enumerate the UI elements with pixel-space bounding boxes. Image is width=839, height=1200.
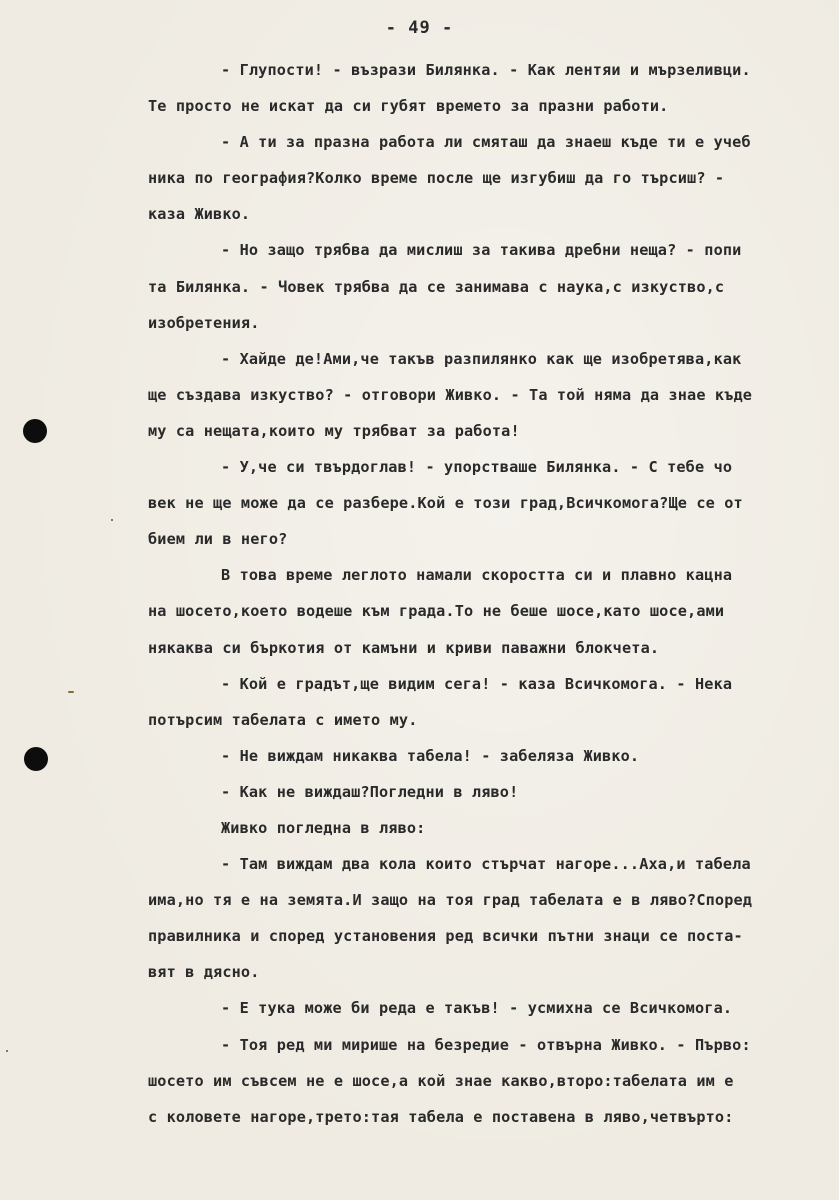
text-line: на шосето,което водеше към града.То не беше шосе,като шосе,ами (148, 602, 725, 621)
text-line: - Хайде де!Ами,че такъв разпилянко как ще изобретява,как (221, 349, 742, 368)
text-line: потърсим табелата с името му. (148, 710, 418, 729)
text-line: - Как не виждаш?Погледни в ляво! (221, 782, 519, 801)
paper-speck (111, 519, 113, 521)
paper-speck (6, 1050, 8, 1052)
text-line: - Глупости! - възрази Билянка. - Как лентяи и мързеливци. (221, 61, 751, 79)
text-line: му са нещата,които му трябват за работа! (148, 421, 520, 440)
text-line: В това време леглото намали скоростта си и плавно кацна (221, 566, 733, 585)
text-line: - Там виждам два кола които стърчат нагоре...Аха,и табела (221, 855, 751, 874)
text-line: каза Живко. (148, 205, 251, 224)
text-line: Живко погледна в ляво: (221, 818, 426, 837)
text-line: - У,че си твърдоглав! - упорстваше Билянка. - С тебе чо (221, 458, 733, 477)
text-line: - Но защо трябва да мислиш за такива дребни неща? - попи (221, 241, 742, 260)
text-line: изобретения. (148, 313, 260, 332)
paper-speck (68, 691, 74, 693)
text-line: - Е тука може би реда е такъв! - усмихна се Всичкомога. (221, 999, 733, 1018)
typewritten-text-body (148, 52, 838, 1135)
text-line: шосето им съвсем не е шосе,а кой знае какво,второ:табелата им е (148, 1071, 734, 1090)
text-line: правилника и според установения ред всички пътни знаци се поста- (148, 927, 743, 946)
page-number: - 49 - (385, 18, 454, 38)
text-line: някаква си бъркотия от камъни и криви паважни блокчета. (148, 638, 660, 657)
text-line: та Билянка. - Човек трябва да се занимава с наука,с изкуство,с (148, 277, 725, 296)
text-line: - А ти за празна работа ли смяташ да знаеш къде ти е учеб (221, 133, 751, 152)
text-line: вят в дясно. (148, 963, 260, 982)
text-line: ника по география?Колко време после ще изгубиш да го търсиш? - (148, 169, 725, 188)
text-line: Те просто не искат да си губят времето за празни работи. (148, 97, 669, 116)
text-line: ще създава изкуство? - отговори Живко. - Та той няма да знае къде (148, 385, 753, 404)
text-line: век не ще може да се разбере.Кой е този град,Всичкомога?Ще се от (148, 494, 743, 513)
text-line: - Не виждам никаква табела! - забеляза Живко. (221, 746, 640, 765)
text-line: бием ли в него? (148, 530, 288, 549)
punch-hole-bottom (24, 747, 48, 771)
text-line: с коловете нагоре,трето:тая табела е поставена в ляво,четвърто: (148, 1107, 734, 1126)
text-line: има,но тя е на земята.И защо на тоя град табелата е в ляво?Според (148, 891, 753, 910)
text-line: - Кой е градът,ще видим сега! - каза Всичкомога. - Нека (221, 674, 733, 693)
text-line: - Тоя ред ми мирише на безредие - отвърна Живко. - Първо: (221, 1035, 751, 1054)
punch-hole-top (23, 419, 47, 443)
